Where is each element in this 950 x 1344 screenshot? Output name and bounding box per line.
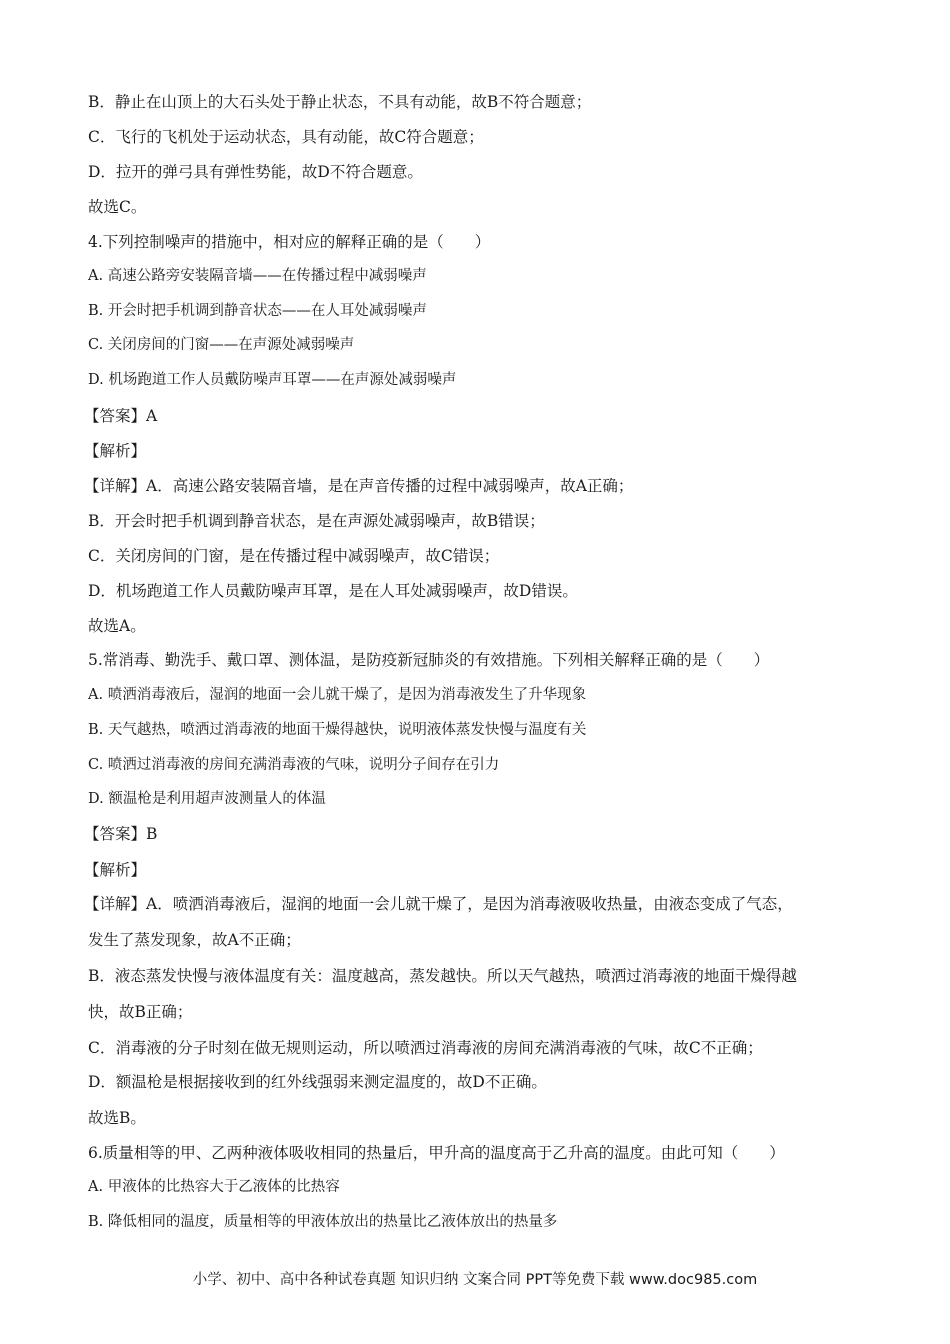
question-6-option-b: B. 降低相同的温度，质量相等的甲液体放出的热量比乙液体放出的热量多	[88, 1213, 558, 1230]
analysis-label: 【解析】	[84, 860, 147, 879]
text-line: D．机场跑道工作人员戴防噪声耳罩，是在人耳处减弱噪声，故D错误。	[88, 581, 578, 600]
text-line: 故选A。	[88, 616, 146, 635]
text-line: 故选B。	[88, 1108, 146, 1127]
text-line: B．开会时把手机调到静音状态，是在声源处减弱噪声，故B错误；	[88, 511, 545, 530]
text-line: 发生了蒸发现象，故A不正确；	[88, 930, 301, 949]
text-line: C．飞行的飞机处于运动状态，具有动能，故C符合题意；	[88, 127, 484, 146]
question-5-option-c: C. 喷洒过消毒液的房间充满消毒液的气味，说明分子间存在引力	[88, 756, 500, 773]
question-6-stem: 6.质量相等的甲、乙两种液体吸收相同的热量后，甲升高的温度高于乙升高的温度。由此可知（ ）	[88, 1143, 785, 1162]
detail-text: 【详解】A．喷洒消毒液后，湿润的地面一会儿就干燥了，是因为消毒液吸收热量，由液态变成了气态，	[84, 894, 793, 913]
question-4-option-a: A. 高速公路旁安装隔音墙——在传播过程中减弱噪声	[88, 267, 427, 284]
text-line: 故选C。	[88, 197, 147, 216]
question-4-option-b: B. 开会时把手机调到静音状态——在人耳处减弱噪声	[88, 302, 427, 319]
text-line: C．消毒液的分子时刻在做无规则运动，所以喷洒过消毒液的房间充满消毒液的气味，故C不正确；	[88, 1038, 763, 1057]
answer-label: 【答案】A	[84, 406, 158, 425]
answer-label: 【答案】B	[84, 824, 158, 843]
text-line: B．静止在山顶上的大石头处于静止状态，不具有动能，故B不符合题意；	[88, 92, 592, 111]
analysis-label: 【解析】	[84, 441, 147, 460]
detail-text: 【详解】A．高速公路安装隔音墙，是在声音传播的过程中减弱噪声，故A正确；	[84, 476, 634, 495]
question-6-option-a: A. 甲液体的比热容大于乙液体的比热容	[88, 1178, 340, 1195]
question-5-option-d: D. 额温枪是利用超声波测量人的体温	[88, 790, 326, 807]
text-line: D．拉开的弹弓具有弹性势能，故D不符合题意。	[88, 162, 423, 181]
text-line: C．关闭房间的门窗，是在传播过程中减弱噪声，故C错误；	[88, 546, 500, 565]
text-line: 快，故B正确；	[88, 1002, 193, 1021]
question-4-stem: 4.下列控制噪声的措施中，相对应的解释正确的是（ ）	[88, 232, 491, 251]
question-5-stem: 5.常消毒、勤洗手、戴口罩、测体温，是防疫新冠肺炎的有效措施。下列相关解释正确的是（ ）	[88, 650, 770, 669]
question-4-option-c: C. 关闭房间的门窗——在声源处减弱噪声	[88, 336, 355, 353]
page-footer: 小学、初中、高中各种试卷真题 知识归纳 文案合同 PPT等免费下载 www.doc985.com	[192, 1272, 758, 1288]
question-5-option-a: A. 喷洒消毒液后，湿润的地面一会儿就干燥了，是因为消毒液发生了升华现象	[88, 686, 587, 703]
text-line: B．液态蒸发快慢与液体温度有关：温度越高，蒸发越快。所以天气越热，喷洒过消毒液的地面干燥得越	[88, 966, 797, 985]
text-line: D．额温枪是根据接收到的红外线强弱来测定温度的，故D不正确。	[88, 1072, 547, 1091]
question-5-option-b: B. 天气越热，喷洒过消毒液的地面干燥得越快，说明液体蒸发快慢与温度有关	[88, 721, 587, 738]
question-4-option-d: D. 机场跑道工作人员戴防噪声耳罩——在声源处减弱噪声	[88, 371, 457, 388]
